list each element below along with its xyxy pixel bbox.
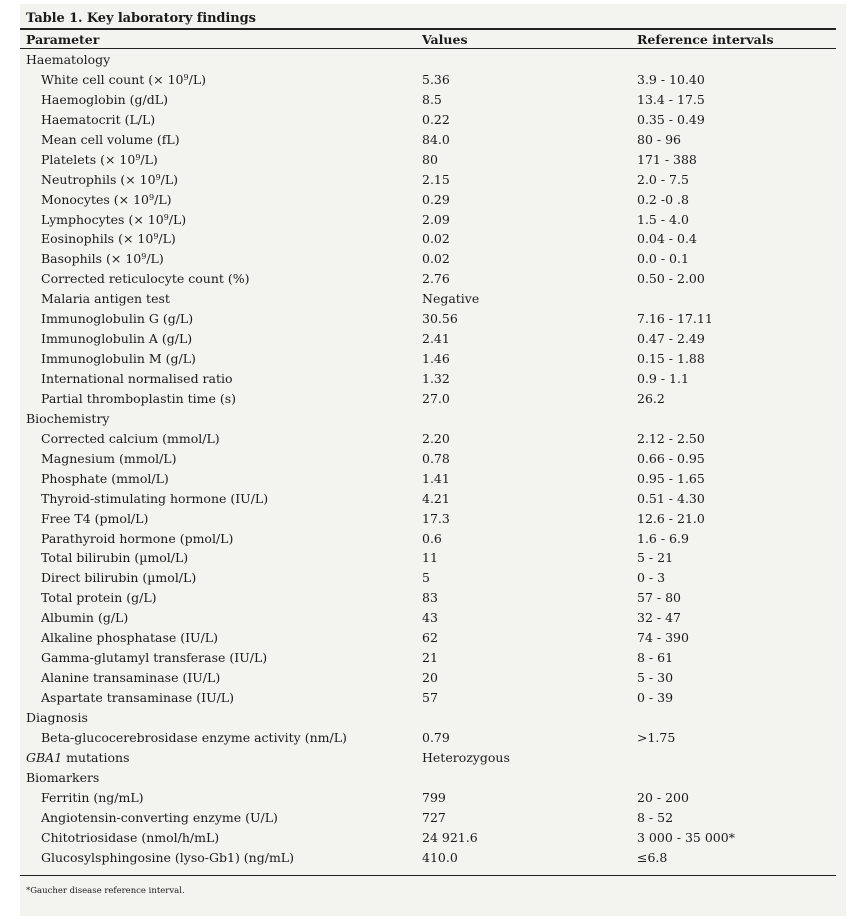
reference-cell: 26.2 bbox=[637, 390, 665, 406]
value-cell: 4.21 bbox=[422, 490, 450, 506]
parameter-cell: Aspartate transaminase (IU/L) bbox=[41, 690, 234, 705]
reference-cell: 0 - 3 bbox=[637, 570, 666, 586]
table-panel bbox=[20, 4, 846, 916]
parameter-cell: Biomarkers bbox=[26, 769, 100, 785]
parameter-cell: Total bilirubin (µmol/L) bbox=[41, 550, 189, 566]
reference-cell: 171 - 388 bbox=[637, 151, 697, 167]
value-cell: 62 bbox=[422, 630, 438, 646]
table-row bbox=[20, 109, 836, 129]
value-cell: 1.46 bbox=[422, 351, 450, 367]
table-row bbox=[20, 627, 836, 647]
table-row bbox=[20, 448, 836, 468]
value-cell: 410.0 bbox=[422, 849, 458, 865]
parameter-cell: Total protein (g/L) bbox=[41, 590, 157, 606]
table-row bbox=[20, 468, 836, 488]
section-row bbox=[20, 49, 836, 69]
parameter-cell: Monocytes (× $10^9/L$) bbox=[41, 191, 172, 207]
table-row bbox=[20, 787, 836, 807]
reference-cell: 0.95 - 1.65 bbox=[637, 470, 705, 486]
value-cell: 24 921.6 bbox=[422, 829, 478, 845]
parameter-cell: Thyroid-stimulating hormone (IU/L) bbox=[41, 490, 269, 506]
value-cell: 0.6 bbox=[422, 530, 442, 546]
table-row bbox=[20, 607, 836, 627]
value-cell: 799 bbox=[422, 789, 446, 805]
value-cell: 0.78 bbox=[422, 450, 450, 466]
parameter-cell: GBA1 mutations bbox=[26, 749, 130, 765]
value-cell: 5.36 bbox=[422, 71, 450, 87]
section-row bbox=[20, 747, 836, 767]
reference-cell: 0 - 39 bbox=[637, 690, 674, 705]
table-row bbox=[20, 547, 836, 567]
reference-cell: 8 - 52 bbox=[637, 809, 674, 825]
section-row bbox=[20, 408, 836, 428]
value-cell: 0.29 bbox=[422, 191, 450, 207]
reference-cell: 32 - 47 bbox=[637, 610, 681, 626]
table-row bbox=[20, 488, 836, 508]
table-row bbox=[20, 348, 836, 368]
parameter-cell: Biochemistry bbox=[26, 410, 110, 426]
table-row bbox=[20, 268, 836, 288]
value-cell: 2.15 bbox=[422, 171, 450, 187]
parameter-cell: Direct bilirubin (µmol/L) bbox=[41, 570, 197, 586]
section-row bbox=[20, 707, 836, 727]
reference-cell: 0.35 - 0.49 bbox=[637, 111, 705, 127]
table-row bbox=[20, 647, 836, 667]
reference-cell: 7.16 - 17.11 bbox=[637, 311, 713, 327]
parameter-cell: White cell count (× $10^9/L$) bbox=[41, 71, 206, 87]
value-cell: Heterozygous bbox=[422, 749, 510, 765]
parameter-cell: International normalised ratio bbox=[41, 371, 233, 386]
table-row bbox=[20, 528, 836, 548]
parameter-cell: Basophils (× $10^9/L$) bbox=[41, 251, 164, 267]
table-top-rule bbox=[20, 28, 836, 30]
table-row bbox=[20, 827, 836, 847]
parameter-cell: Magnesium (mmol/L) bbox=[41, 450, 177, 466]
table-row bbox=[20, 189, 836, 209]
table-row bbox=[20, 228, 836, 248]
section-row bbox=[20, 767, 836, 787]
reference-cell: 74 - 390 bbox=[637, 630, 689, 646]
value-cell: 1.32 bbox=[422, 371, 450, 386]
header-reference-intervals: Reference intervals bbox=[637, 32, 774, 47]
parameter-cell: Haemoglobin (g/dL) bbox=[41, 91, 168, 107]
value-cell: 0.79 bbox=[422, 729, 450, 745]
parameter-cell: Gamma-glutamyl transferase (IU/L) bbox=[41, 650, 268, 666]
value-cell: 8.5 bbox=[422, 91, 442, 107]
value-cell: 0.02 bbox=[422, 231, 450, 247]
reference-cell: ≤6.8 bbox=[637, 849, 668, 865]
table-row bbox=[20, 428, 836, 448]
parameter-cell: Phosphate (mmol/L) bbox=[41, 470, 169, 486]
value-cell: 30.56 bbox=[422, 311, 458, 327]
parameter-cell: Ferritin (ng/mL) bbox=[41, 789, 144, 805]
parameter-cell: Neutrophils (× $10^9/L$) bbox=[41, 171, 179, 187]
parameter-cell: Albumin (g/L) bbox=[41, 610, 129, 626]
value-cell: 0.02 bbox=[422, 251, 450, 267]
parameter-cell: Haematocrit (L/L) bbox=[41, 111, 156, 127]
reference-cell: 80 - 96 bbox=[637, 131, 681, 147]
table-row bbox=[20, 807, 836, 827]
value-cell: 727 bbox=[422, 809, 446, 825]
reference-cell: 5 - 21 bbox=[637, 550, 674, 566]
reference-cell: 0.2 -0 .8 bbox=[637, 191, 689, 207]
value-cell: 27.0 bbox=[422, 390, 450, 406]
table-footnote: *Gaucher disease reference interval. bbox=[26, 886, 185, 896]
parameter-cell: Alkaline phosphatase (IU/L) bbox=[41, 630, 218, 646]
reference-cell: 0.9 - 1.1 bbox=[637, 371, 689, 386]
value-cell: 2.76 bbox=[422, 271, 450, 287]
header-values: Values bbox=[422, 32, 468, 47]
reference-cell: 0.51 - 4.30 bbox=[637, 490, 705, 506]
reference-cell: 13.4 - 17.5 bbox=[637, 91, 705, 107]
table-row bbox=[20, 129, 836, 149]
header-parameter: Parameter bbox=[26, 32, 100, 47]
parameter-cell: Corrected calcium (mmol/L) bbox=[41, 430, 220, 446]
value-cell: 11 bbox=[422, 550, 438, 566]
reference-cell: 0.0 - 0.1 bbox=[637, 251, 689, 267]
reference-cell: 0.50 - 2.00 bbox=[637, 271, 705, 287]
table-row bbox=[20, 587, 836, 607]
value-cell: 0.22 bbox=[422, 111, 450, 127]
parameter-cell: Corrected reticulocyte count (%) bbox=[41, 271, 250, 287]
reference-cell: 0.04 - 0.4 bbox=[637, 231, 697, 247]
table-row bbox=[20, 727, 836, 747]
reference-cell: 3.9 - 10.40 bbox=[637, 71, 705, 87]
parameter-cell: Haematology bbox=[26, 52, 111, 67]
parameter-cell: Platelets (× $10^9/L$) bbox=[41, 151, 158, 167]
parameter-cell: Glucosylsphingosine (lyso-Gb1) (ng/mL) bbox=[41, 849, 294, 865]
reference-cell: 2.12 - 2.50 bbox=[637, 430, 705, 446]
value-cell: 21 bbox=[422, 650, 438, 666]
value-cell: 17.3 bbox=[422, 510, 450, 526]
reference-cell: 5 - 30 bbox=[637, 670, 674, 686]
table-row bbox=[20, 687, 836, 707]
parameter-cell: Parathyroid hormone (pmol/L) bbox=[41, 530, 234, 546]
reference-cell: 1.5 - 4.0 bbox=[637, 211, 689, 227]
parameter-cell: Free T4 (pmol/L) bbox=[41, 510, 149, 526]
table-body bbox=[20, 49, 836, 866]
table-row bbox=[20, 328, 836, 348]
value-cell: 84.0 bbox=[422, 131, 450, 147]
reference-cell: 8 - 61 bbox=[637, 650, 674, 666]
reference-cell: 2.0 - 7.5 bbox=[637, 171, 689, 187]
value-cell: 43 bbox=[422, 610, 438, 626]
reference-cell: 0.66 - 0.95 bbox=[637, 450, 705, 466]
reference-cell: 3 000 - 35 000* bbox=[637, 829, 735, 845]
value-cell: 2.41 bbox=[422, 331, 450, 347]
table-row bbox=[20, 847, 836, 867]
parameter-cell: Partial thromboplastin time (s) bbox=[41, 390, 237, 406]
parameter-cell: Immunoglobulin G (g/L) bbox=[41, 311, 194, 327]
value-cell: 1.41 bbox=[422, 470, 450, 486]
parameter-cell: Alanine transaminase (IU/L) bbox=[41, 670, 221, 686]
reference-cell: 12.6 - 21.0 bbox=[637, 510, 705, 526]
value-cell: 83 bbox=[422, 590, 438, 606]
table-row bbox=[20, 508, 836, 528]
parameter-cell: Beta-glucocerebrosidase enzyme activity (nm/L) bbox=[41, 729, 347, 745]
table-row bbox=[20, 567, 836, 587]
table-row bbox=[20, 368, 836, 388]
table-row bbox=[20, 667, 836, 687]
reference-cell: 1.6 - 6.9 bbox=[637, 530, 689, 546]
table-row bbox=[20, 209, 836, 229]
value-cell: 80 bbox=[422, 151, 438, 167]
parameter-cell: Immunoglobulin M (g/L) bbox=[41, 351, 196, 367]
parameter-cell: Mean cell volume (fL) bbox=[41, 131, 180, 147]
table-row bbox=[20, 288, 836, 308]
parameter-cell: Eosinophils (× $10^9/L$) bbox=[41, 231, 176, 247]
table-row bbox=[20, 69, 836, 89]
reference-cell: 20 - 200 bbox=[637, 789, 689, 805]
table-row bbox=[20, 308, 836, 328]
table-row bbox=[20, 89, 836, 109]
value-cell: 20 bbox=[422, 670, 438, 686]
table-title: Table 1. Key laboratory findings bbox=[26, 11, 256, 26]
value-cell: Negative bbox=[422, 291, 480, 307]
value-cell: 2.09 bbox=[422, 211, 450, 227]
reference-cell: 0.47 - 2.49 bbox=[637, 331, 705, 347]
table-bottom-rule bbox=[20, 875, 836, 876]
value-cell: 2.20 bbox=[422, 430, 450, 446]
parameter-cell: Immunoglobulin A (g/L) bbox=[41, 331, 193, 347]
parameter-cell: Malaria antigen test bbox=[41, 291, 170, 307]
table-row bbox=[20, 149, 836, 169]
table-row bbox=[20, 388, 836, 408]
parameter-cell: Diagnosis bbox=[26, 709, 88, 725]
reference-cell: 57 - 80 bbox=[637, 590, 681, 606]
table-row bbox=[20, 248, 836, 268]
parameter-cell: Chitotriosidase (nmol/h/mL) bbox=[41, 829, 220, 845]
parameter-cell: Angiotensin-converting enzyme (U/L) bbox=[41, 809, 278, 825]
parameter-cell: Lymphocytes (× $10^9/L$) bbox=[41, 211, 187, 227]
table-row bbox=[20, 169, 836, 189]
reference-cell: >1.75 bbox=[637, 729, 676, 745]
reference-cell: 0.15 - 1.88 bbox=[637, 351, 705, 367]
value-cell: 5 bbox=[422, 570, 430, 586]
value-cell: 57 bbox=[422, 690, 438, 705]
